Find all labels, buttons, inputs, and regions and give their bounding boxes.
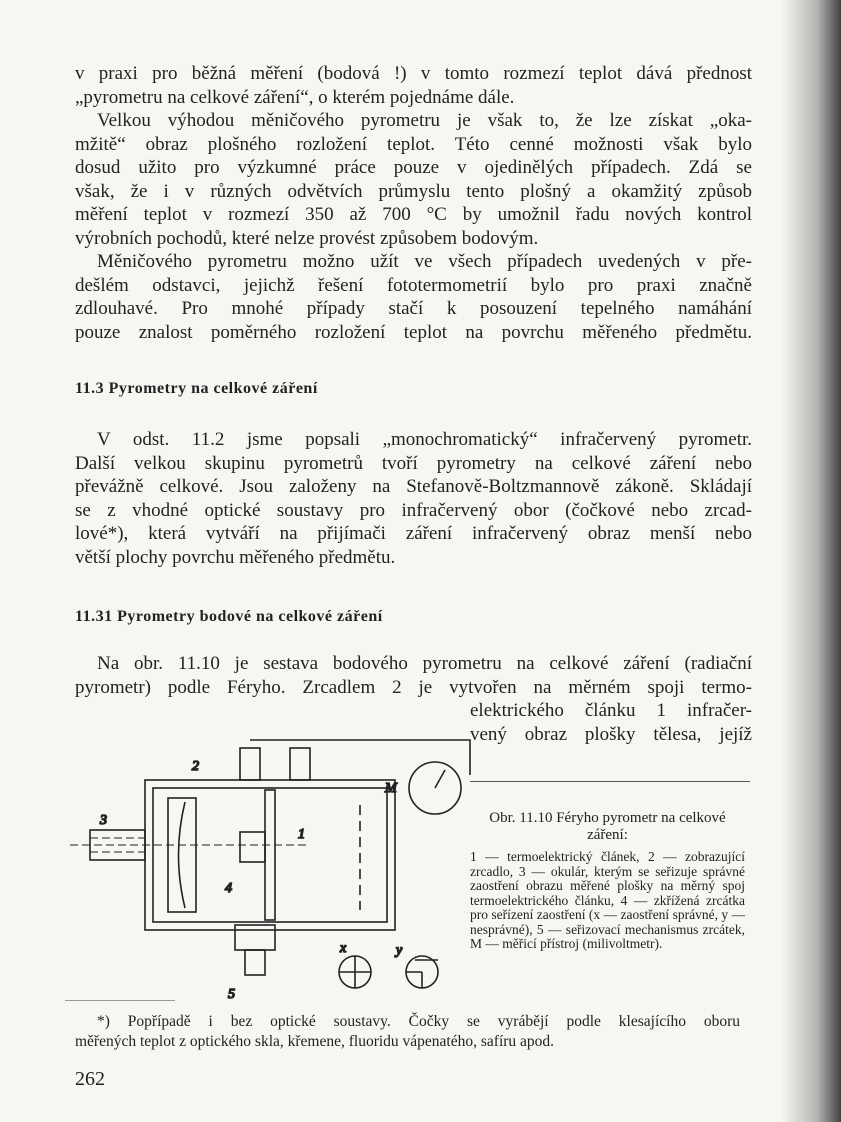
- pyrometer-diagram: [60, 720, 480, 1010]
- text-line: v praxi pro běžná měření (bodová !) v tomto rozmezí teplot dává přednost: [75, 63, 752, 84]
- text-line: Další velkou skupinu pyrometrů tvoří pyrometry na celkové záření nebo: [75, 452, 752, 474]
- text-line: vený obraz plošky tělesa, jejíž: [470, 723, 752, 745]
- text-line: lové*), která vytváří na přijímači záření infračervený obraz menší nebo: [75, 523, 752, 544]
- caption-title: Obr. 11.10 Féryho pyrometr na celkové záření:: [489, 810, 726, 843]
- footnote: [75, 1012, 740, 1052]
- caption-body: 1 — termoelektrický článek, 2 — zobrazující zrcadlo, 3 — okulár, kterým se seřizuje správné zaostření obrazu měřené plošky na měrný spoj termoelektrického článku, 4 — zkřížená zrcátka pro seřízení zaostření (x — zaostření správné, y — nesprávné), 5 — seřizovací mechanismus zrcátek, M — měřicí přístroj (milivoltmetr).: [470, 849, 745, 951]
- text-line: Velkou výhodou měničového pyrometru je však to, že lze získat „oka-: [97, 110, 752, 131]
- text-line: pyrometr) podle Féryho. Zrcadlem 2 je vytvořen na měrném spoji termo-: [75, 676, 752, 698]
- text-line: dosud užito pro výzkumné práce pouze v ojedinělých případech. Zdá se: [75, 157, 752, 178]
- text-line: převážně celkové. Jsou založeny na Stefanově-Boltzmannově zákoně. Skládají: [75, 476, 752, 497]
- figure-label: x: [340, 941, 347, 956]
- text-line: „pyrometru na celkové záření“, o kterém pojednáme dále.: [75, 86, 515, 108]
- figure-label: 5: [228, 987, 235, 1002]
- text-line: elektrického článku 1 infračer-: [470, 700, 752, 721]
- text-line: V odst. 11.2 jsme popsali „monochromatický“ infračervený pyrometr.: [97, 429, 752, 450]
- text-line: Měničového pyrometru možno užít ve všech případech uvedených v pře-: [97, 251, 752, 272]
- figure-label: M: [385, 781, 397, 796]
- text-line: zdlouhavé. Pro mnohé případy stačí k posouzení tepelného namáhání: [75, 298, 752, 319]
- text-line: mžitě“ obraz plošného rozložení teplot. Této cenné možnosti však bylo: [75, 133, 752, 155]
- section-heading: 11.3 Pyrometry na celkové záření: [75, 380, 318, 397]
- figure-label: 2: [192, 759, 199, 774]
- book-gutter-shadow: [781, 0, 841, 1122]
- text-line: se z vhodné optické soustavy pro infračervený obor (čočkové nebo zrcad-: [75, 499, 752, 521]
- text-line: výrobních pochodů, které nelze provést způsobem bodovým.: [75, 227, 539, 249]
- page-number: 262: [75, 1068, 105, 1090]
- figure-caption: [470, 810, 745, 952]
- text-line: dešlém odstavci, jejichž řešení fototermometrií bylo pro praxi značně: [75, 274, 752, 296]
- figure-label: y: [396, 943, 403, 958]
- text-line: Na obr. 11.10 je sestava bodového pyrometru na celkové záření (radiační: [97, 653, 752, 674]
- paragraph-4: [75, 428, 752, 569]
- text-line: *) Popřípadě i bez optické soustavy. Čočky se vyrábějí podle klesajícího oboru: [97, 1013, 740, 1030]
- figure-label: 3: [100, 813, 107, 828]
- paragraph-2: [75, 109, 752, 250]
- text-line: měření teplot v rozmezí 350 až 700 °C by umožnil řadu nových kontrol: [75, 204, 752, 225]
- caption-rule: [470, 781, 750, 782]
- figure-label: 4: [225, 881, 232, 896]
- text-line: měřených teplot z optického skla, křemene, fluoridu vápenatého, safíru apod.: [75, 1033, 555, 1050]
- text-line: pouze znalost poměrného rozložení teplot na povrchu měřeného předmětu.: [75, 321, 752, 343]
- paragraph-3: [75, 250, 752, 344]
- paragraph-1: [75, 62, 752, 109]
- figure-label: 1: [298, 827, 305, 842]
- footnote-rule: [65, 1000, 175, 1001]
- text-line: větší plochy povrchu měřeného předmětu.: [75, 546, 396, 568]
- subsection-heading: 11.31 Pyrometry bodové na celkové záření: [75, 608, 383, 625]
- text-line: však, že i v různých odvětvích průmyslu tento plošný a okamžitý způsob: [75, 180, 752, 202]
